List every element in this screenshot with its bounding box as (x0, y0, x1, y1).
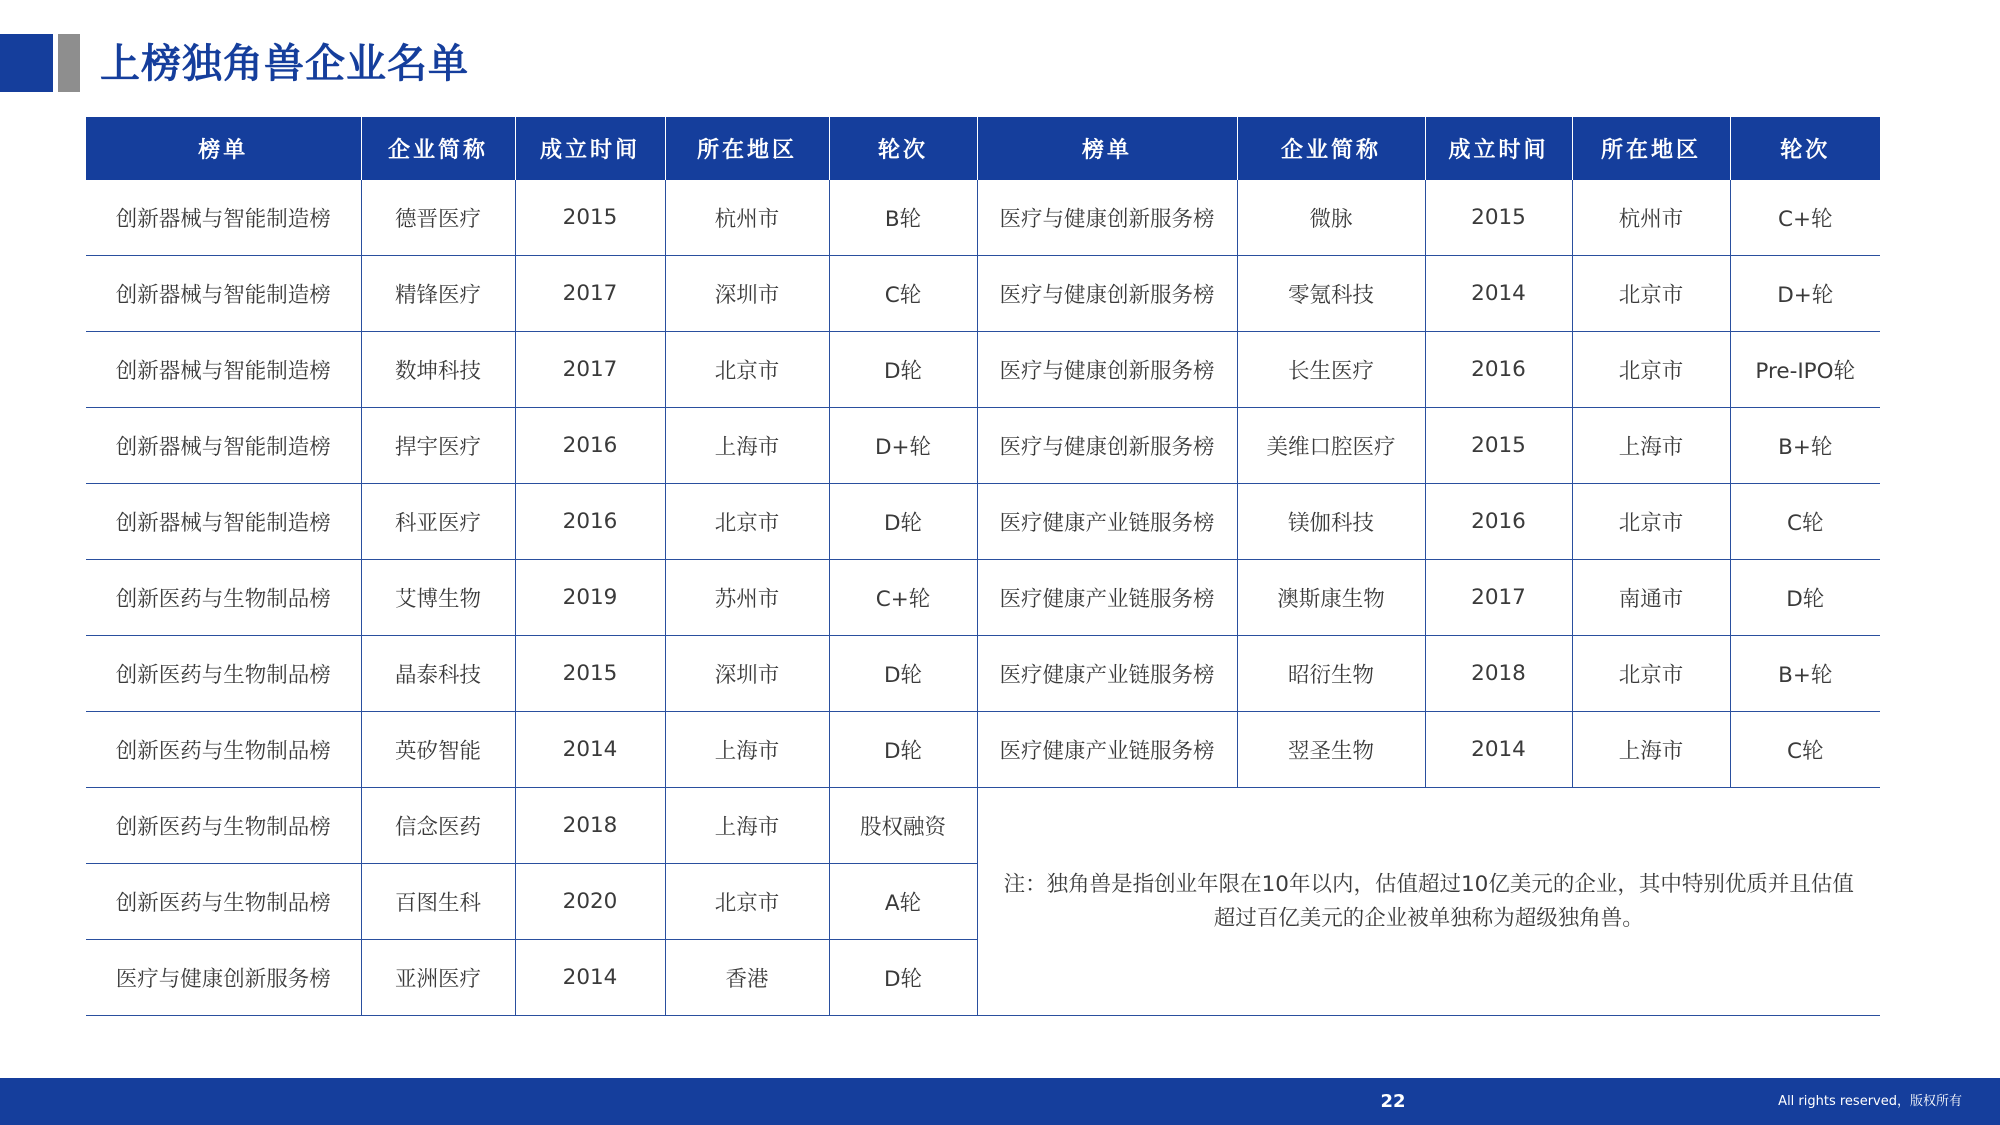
cell-list: 创新器械与智能制造榜 (86, 408, 361, 484)
header-company: 企业简称 (361, 117, 515, 180)
table-row (86, 484, 1880, 560)
cell-company: 澳斯康生物 (1237, 560, 1425, 636)
cell-round: C+轮 (1730, 180, 1880, 256)
cell-list: 创新医药与生物制品榜 (86, 864, 361, 940)
table-row (86, 332, 1880, 408)
header-founded: 成立时间 (515, 117, 665, 180)
cell-region: 深圳市 (665, 256, 829, 332)
cell-company: 精锋医疗 (361, 256, 515, 332)
cell-round: C轮 (1730, 484, 1880, 560)
cell-round: C轮 (829, 256, 977, 332)
cell-region: 北京市 (1572, 332, 1730, 408)
cell-company: 艾博生物 (361, 560, 515, 636)
definition-note: 注：独角兽是指创业年限在10年以内，估值超过10亿美元的企业，其中特别优质并且估值超过百亿美元的企业被单独称为超级独角兽。 (977, 788, 1880, 1016)
footer-bar (0, 1078, 2000, 1125)
cell-region: 北京市 (665, 484, 829, 560)
cell-round: C+轮 (829, 560, 977, 636)
cell-company: 晶泰科技 (361, 636, 515, 712)
cell-founded: 2017 (515, 332, 665, 408)
cell-founded: 2016 (515, 484, 665, 560)
cell-founded: 2015 (1425, 408, 1572, 484)
table-row (86, 256, 1880, 332)
cell-list: 医疗健康产业链服务榜 (977, 484, 1237, 560)
cell-company: 昭衍生物 (1237, 636, 1425, 712)
cell-region: 杭州市 (665, 180, 829, 256)
header-list: 榜单 (86, 117, 361, 180)
cell-company: 英矽智能 (361, 712, 515, 788)
cell-round: Pre-IPO轮 (1730, 332, 1880, 408)
cell-round: D轮 (829, 636, 977, 712)
copyright-notice: All rights reserved，版权所有 (1778, 1094, 1962, 1109)
table-header-row (86, 117, 1880, 180)
cell-list: 医疗健康产业链服务榜 (977, 560, 1237, 636)
title-accent-bar (0, 34, 53, 92)
cell-round: D轮 (1730, 560, 1880, 636)
cell-company: 微脉 (1237, 180, 1425, 256)
cell-list: 医疗健康产业链服务榜 (977, 712, 1237, 788)
cell-company: 信念医药 (361, 788, 515, 864)
cell-region: 香港 (665, 940, 829, 1016)
cell-round: B+轮 (1730, 636, 1880, 712)
cell-founded: 2018 (515, 788, 665, 864)
cell-company: 亚洲医疗 (361, 940, 515, 1016)
cell-list: 创新医药与生物制品榜 (86, 560, 361, 636)
cell-region: 北京市 (1572, 484, 1730, 560)
cell-company: 百图生科 (361, 864, 515, 940)
header-company: 企业简称 (1237, 117, 1425, 180)
cell-round: B轮 (829, 180, 977, 256)
page-number: 22 (1380, 1091, 1406, 1112)
cell-founded: 2019 (515, 560, 665, 636)
unicorn-table (86, 117, 1880, 1016)
cell-list: 创新医药与生物制品榜 (86, 712, 361, 788)
cell-founded: 2016 (515, 408, 665, 484)
header-list: 榜单 (977, 117, 1237, 180)
cell-founded: 2015 (515, 180, 665, 256)
cell-region: 上海市 (1572, 408, 1730, 484)
cell-list: 医疗与健康创新服务榜 (977, 332, 1237, 408)
cell-founded: 2014 (515, 712, 665, 788)
header-round: 轮次 (829, 117, 977, 180)
cell-company: 德晋医疗 (361, 180, 515, 256)
cell-list: 医疗健康产业链服务榜 (977, 636, 1237, 712)
table-row (86, 180, 1880, 256)
cell-founded: 2020 (515, 864, 665, 940)
cell-region: 上海市 (1572, 712, 1730, 788)
cell-region: 杭州市 (1572, 180, 1730, 256)
cell-company: 长生医疗 (1237, 332, 1425, 408)
cell-round: D+轮 (829, 408, 977, 484)
cell-list: 创新医药与生物制品榜 (86, 788, 361, 864)
cell-region: 上海市 (665, 408, 829, 484)
table-row (86, 560, 1880, 636)
header-region: 所在地区 (1572, 117, 1730, 180)
cell-list: 医疗与健康创新服务榜 (977, 256, 1237, 332)
cell-region: 深圳市 (665, 636, 829, 712)
cell-company: 捍宇医疗 (361, 408, 515, 484)
header-founded: 成立时间 (1425, 117, 1572, 180)
cell-region: 北京市 (1572, 256, 1730, 332)
cell-list: 创新医药与生物制品榜 (86, 636, 361, 712)
cell-founded: 2014 (515, 940, 665, 1016)
cell-list: 创新器械与智能制造榜 (86, 332, 361, 408)
cell-founded: 2018 (1425, 636, 1572, 712)
cell-founded: 2017 (1425, 560, 1572, 636)
cell-founded: 2015 (1425, 180, 1572, 256)
cell-founded: 2016 (1425, 484, 1572, 560)
table-row (86, 408, 1880, 484)
cell-company: 翌圣生物 (1237, 712, 1425, 788)
cell-region: 上海市 (665, 788, 829, 864)
cell-list: 创新器械与智能制造榜 (86, 484, 361, 560)
cell-company: 数坤科技 (361, 332, 515, 408)
cell-round: D轮 (829, 940, 977, 1016)
cell-company: 镁伽科技 (1237, 484, 1425, 560)
cell-region: 北京市 (665, 864, 829, 940)
header-round: 轮次 (1730, 117, 1880, 180)
cell-company: 科亚医疗 (361, 484, 515, 560)
cell-region: 上海市 (665, 712, 829, 788)
table-row (86, 712, 1880, 788)
cell-founded: 2014 (1425, 712, 1572, 788)
cell-founded: 2015 (515, 636, 665, 712)
cell-region: 北京市 (1572, 636, 1730, 712)
table-row (86, 636, 1880, 712)
title-accent-gray-bar (58, 34, 80, 92)
cell-round: D轮 (829, 332, 977, 408)
cell-round: D+轮 (1730, 256, 1880, 332)
cell-founded: 2016 (1425, 332, 1572, 408)
cell-round: 股权融资 (829, 788, 977, 864)
cell-list: 医疗与健康创新服务榜 (977, 408, 1237, 484)
cell-company: 零氪科技 (1237, 256, 1425, 332)
cell-round: D轮 (829, 712, 977, 788)
cell-list: 医疗与健康创新服务榜 (977, 180, 1237, 256)
cell-round: D轮 (829, 484, 977, 560)
cell-founded: 2017 (515, 256, 665, 332)
cell-region: 北京市 (665, 332, 829, 408)
cell-list: 医疗与健康创新服务榜 (86, 940, 361, 1016)
header-region: 所在地区 (665, 117, 829, 180)
cell-region: 南通市 (1572, 560, 1730, 636)
cell-list: 创新器械与智能制造榜 (86, 180, 361, 256)
cell-round: A轮 (829, 864, 977, 940)
page-title: 上榜独角兽企业名单 (100, 41, 469, 87)
cell-company: 美维口腔医疗 (1237, 408, 1425, 484)
cell-round: B+轮 (1730, 408, 1880, 484)
table-row (86, 788, 1880, 864)
cell-list: 创新器械与智能制造榜 (86, 256, 361, 332)
cell-round: C轮 (1730, 712, 1880, 788)
cell-founded: 2014 (1425, 256, 1572, 332)
cell-region: 苏州市 (665, 560, 829, 636)
